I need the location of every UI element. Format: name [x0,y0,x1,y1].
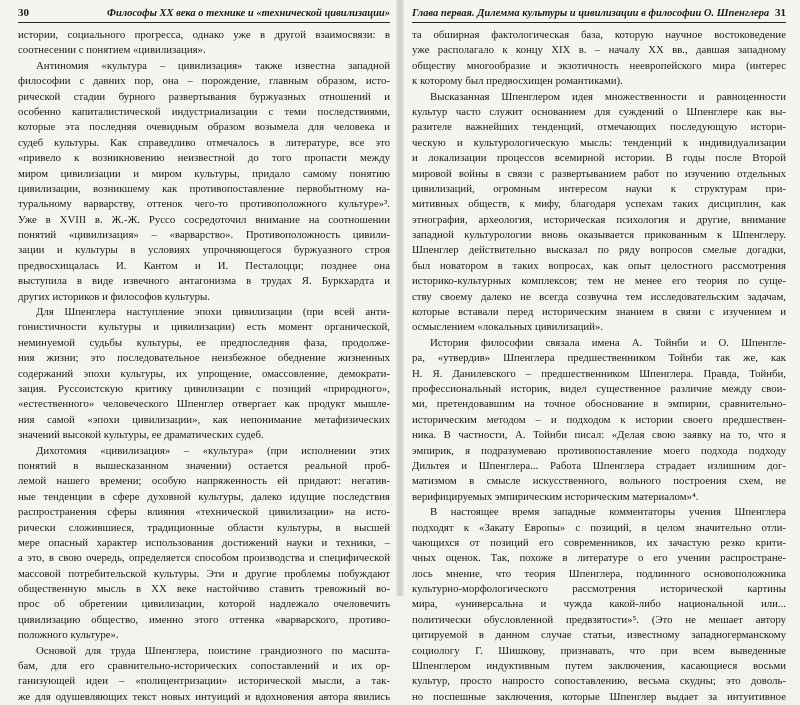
text-line: распространения сферы влияния «технической цивилизации» на исто- [18,506,390,519]
text-line: выступила в виде извечного антагонизма в трудах Я. Буркхардта и [18,275,390,288]
text-line: был новатором в таких вопросах, как опыт целостного рассмотрения [412,259,786,272]
text-line: истории, социального прогресса, однако уже в другой взаимосвязи: в [18,29,390,41]
text-line: массовой потребительской культуры. Эти и другие проблемы побуждают [18,567,390,580]
text-line: ству своему далеко не всегда созвучна тем исследовательским задачам, [412,290,786,303]
text-line: миром цивилизации и миром культуры, придало самому понятию [18,167,390,180]
text-line: лось мнение, что теория Шпенглера, подлинного основоположника [412,567,786,580]
running-title-right: Глава первая. Дилемма культуры и цивилизации в философии О. Шпенглера [412,7,770,19]
text-line: рической стадии бурного развертывания буржуазных отношений и [18,90,390,103]
running-title-left: Философы XX века о технике и «технической цивилизации» [107,7,390,19]
text-line: цивилизации, возникшему как противопоставление первобытному на- [18,182,390,195]
text-line: Уже в XVIII в. Ж.-Ж. Руссо сосредоточил внимание на соотношении [18,213,390,226]
text-line: прос об обретении цивилизации, которой надлежало очеловечить [18,598,390,611]
text-line: Антиномия «культура – цивилизация» также известна западной [36,59,390,72]
text-line: а это, в свою очередь, определяется способом производства и специфической [18,552,390,565]
text-line: История философии связала имена А. Тойнби и О. Шпенгле- [430,336,786,349]
text-line: В настоящее время западные комментаторы учения Шпенглера [430,506,786,519]
text-line: культурно-морфологического рассмотрения исторической картины [412,583,786,596]
text-line: мере опасный характер использования достижений науки и техники, – [18,536,390,549]
text-line: предвосхищалась И. Кантом и И. Песталоцци; позднее она [18,259,390,272]
text-line: зация. Руссоистскую критику цивилизации с позиций «природного», [18,382,390,395]
text-line: туральному варварству, оттенок чего-то противоположного культуре»³. [18,198,390,211]
text-line: ческую и культурологическую мысль: тенденций к индивидуализации [412,136,786,149]
text-line: ния самой «эпохи цивилизации», как непонимание метафизических [18,413,390,426]
text-line: понятий в вышесказанном значении) остается реальной проб- [18,459,390,472]
text-line: «привело к возникновению неизвестной до того пропасти между [18,152,390,165]
text-line: цитируемой в данном случае статьи, известному западногерманскому [412,629,786,642]
text-line: которые вставали перед историческим знанием в связи с изучением и [412,306,786,319]
text-line: Дильтея и Шпенглера... Работа Шпенглера страдает излишним дог- [412,459,786,472]
text-line: рически сложившиеся, традиционные области культуры, в высшей [18,521,390,534]
text-line: Основой для труда Шпенглера, поистине грандиозного по масшта- [36,644,390,657]
right-page-body [412,28,786,705]
text-line: которые эта последняя очевидным образом возымела для человека и [18,121,390,134]
text-line: западной культурологии вновь оказывается прикованным к Шпенглеру. [412,229,786,242]
text-line: митивных обществ, к мифу, благодаря успехам таких дисциплин, как [412,198,786,211]
text-line: ра, «утвердив» Шпенглера предшественником Тойнби так же, как [412,352,786,365]
text-line: историческим методом – и подходом к истории своего предшествен- [412,413,786,426]
text-line: значений высокой культуры, ее драматических судеб. [18,429,264,442]
text-line: ганизующей идеи – «полицентризации» исторической мысли, а так- [18,675,390,688]
text-line: матизмом в смысле искусственного, вольного построения схем, не [412,475,786,488]
text-line: ника. В частности, А. Тойнби писал: «Делая свою заявку на то, что я [412,429,786,442]
text-line: лемой нашего времени; особую напряженность ей придают: негатив- [18,475,390,488]
text-line: та обширная фактологическая база, которую научное востоковедение [412,29,786,41]
text-line: понятий «цивилизация» – «варварство». Противоположность цивили- [18,229,390,242]
text-line: Шпенглером индуктивным путем заключения, касающиеся восьми [412,660,786,673]
text-line: культур, просто напросто сопоставлению, весьма скудны; это доволь- [412,675,786,688]
text-line: положного культуре». [18,629,119,642]
text-line: историко-культурных комплексов; тем не менее его теория по суще- [412,275,786,288]
text-line: культур часто служит основанием для суждений о Шпенглере как вы- [412,105,786,118]
text-line: политически обусловленной предвзятости»⁵. (Это не мешает автору [412,613,786,626]
text-line: чных оценок. Так, похоже в литературе о его учении распростране- [412,552,786,565]
right-page [400,0,800,703]
text-line: верифицируемых эмпирическим историческим материалом»⁴. [412,490,699,503]
left-page-body [18,28,390,705]
page-number-right: 31 [775,7,786,19]
text-line: других историков и философов культуры. [18,290,210,303]
text-line: и локализации процессов всемирной истории. В годы после Второй [412,152,786,165]
text-line: но поспешные заключения, которые Шпенглер выдает за интуитивное [412,690,786,703]
text-line: Н. Я. Данилевского – предшественником Шпенглера. Правда, Тойнби, [412,367,786,380]
page-number-left: 30 [18,7,29,19]
text-line: особенно капиталистической индустриализации с теми последствиями, [18,105,390,118]
text-line: профессиональный историк, видел существенное различие между свои- [412,382,786,395]
text-line: «естественного» человеческого Шпенглер отвергает как продукт мышле- [18,398,390,411]
text-line: философии с давних пор, она – порождение, главным образом, исто- [18,75,390,88]
text-line: этнография, археология, историческая психология и другие, внимание [412,213,786,226]
text-line: зации и культуры в условиях упрочняющегося буржуазного строя [18,244,390,257]
text-line: ния жизни; это последовательное неизбежное обеднение жизненных [18,352,390,365]
text-line: к которому был предвосхищен романтиками). [412,75,623,88]
left-page [0,0,400,703]
text-line: соотнесении с понятием «цивилизация». [18,44,206,57]
text-line: общественную мысль в XX веке настойчиво ставить тревожный во- [18,583,390,596]
text-line: же для одушевляющих текст новых интуиций и вдохновения автора явились [18,690,390,703]
text-line: осмыслением «локальных цивилизаций». [412,321,604,334]
text-line: цивилизацию общество, именно этого оттенка «варварского, противо- [18,613,390,626]
text-line: уже располагало к концу XIX в. – началу XX вв., давшая западному [412,44,786,57]
text-line: неминуемой судьбы культуры, ее предпоследняя фаза, продолже- [18,336,390,349]
text-line: чающихся от позиций его современников, их зачастую резко крити- [412,536,786,549]
text-line: ные тенденции в сфере духовной культуры, далеко идущие последствия [18,490,390,503]
text-line: эмпирик, я подразумеваю противопоставление моего подхода подходу [412,444,786,457]
text-line: бам, для его сравнительно-исторических сопоставлений и их ор- [18,660,390,673]
text-line: Высказанная Шпенглером идея множественности и равноценности [430,90,786,103]
text-line: социологу Г. Шишкову, признавать, что при всем выведенные [412,644,786,657]
text-line: разителе важнейших тенденций, отмечающих последующую истори- [412,121,786,134]
text-line: мировой войны в связи с развертыванием работ по изучению отдельных [412,167,786,180]
text-line: Дихотомия «цивилизация» – «культура» (при исполнении этих [36,444,390,457]
text-line: Шпенглер действительно высказал по ряду вопросов смелые догадки, [412,244,786,257]
text-line: цивилизаций, огромным интересом науки к структурам при- [412,182,786,195]
text-line: гонистичности культуры и цивилизации) есть момент органической, [18,321,390,334]
text-line: судеб культуры. Как справедливо отмечалось в литературе, все это [18,136,390,149]
text-line: содержаний эпохи культуры, их упрощение, омассовление, демократи- [18,367,390,380]
right-page-header [412,6,786,23]
text-line: Для Шпенглера наступление эпохи цивилизации (при всей анти- [36,306,390,319]
text-line: подходят к «Закату Европы» с позиций, в целом значительно отли- [412,521,786,534]
text-line: мира, «универсальна и чужда какой-либо национальной или... [412,598,786,611]
left-page-header [18,6,390,23]
text-line: обществу многообразие и экзотичность неевропейского мира (интерес [412,59,786,72]
text-line: ми, претендовавшим на точное обоснование в эмпирии, сравнительно- [412,398,786,411]
